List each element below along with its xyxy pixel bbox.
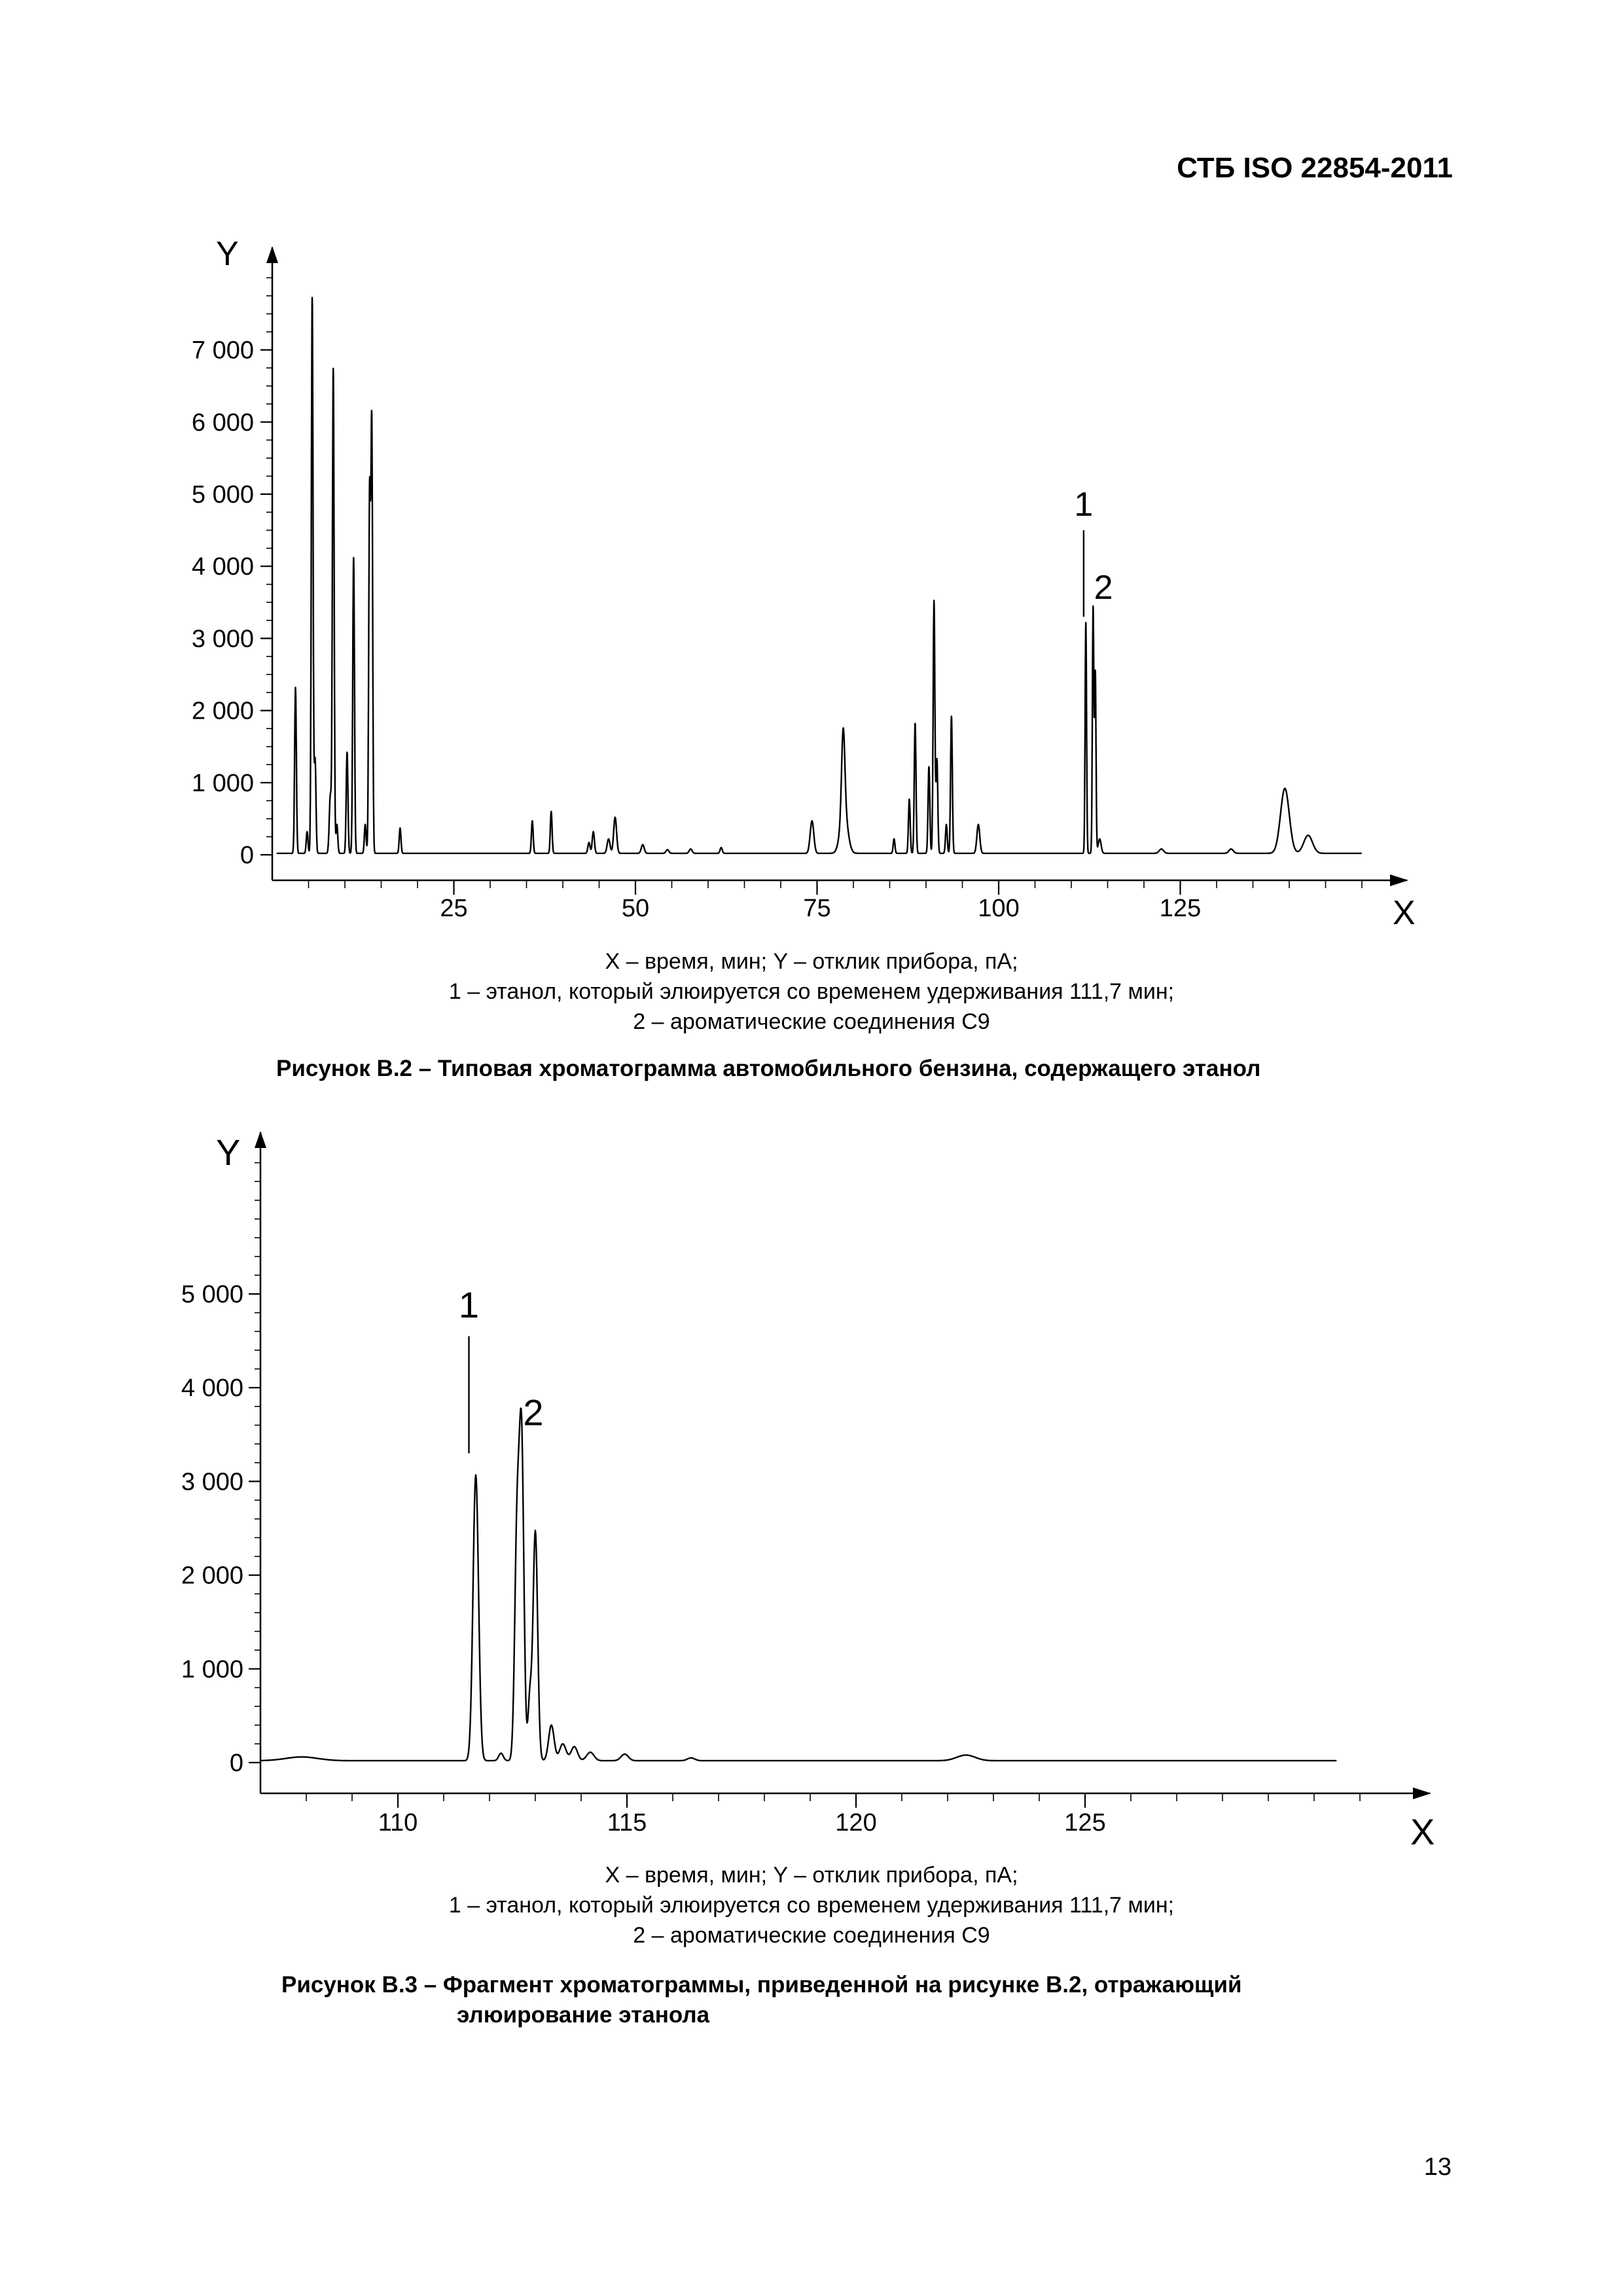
x-tick-label: 100 [978,895,1020,922]
y-tick-label: 2 000 [181,1562,243,1590]
legend-line-aromatics: 2 – ароматические соединения С9 [633,1009,990,1034]
y-axis-arrow [255,1131,266,1148]
chromatogram-trace [260,1408,1336,1761]
y-tick-label: 1 000 [191,769,254,797]
y-tick-label: 3 000 [181,1468,243,1496]
x-tick-label: 125 [1064,1809,1106,1837]
x-axis-label: X [1393,894,1416,932]
y-tick-label: 7 000 [191,336,254,365]
peak-annotation-label: 2 [523,1391,544,1433]
x-tick-label: 75 [803,895,831,922]
peak-annotation-label: 2 [1094,568,1113,607]
y-tick-label: 5 000 [181,1281,243,1308]
y-tick-label: 5 000 [191,481,254,509]
figure-b3-title-line-2: элюирование этанола [457,2002,710,2028]
legend-line-axes: X – время, мин; Y – отклик прибора, пА; [605,1863,1018,1888]
y-tick-label: 3 000 [191,625,254,653]
legend-line-axes: X – время, мин; Y – отклик прибора, пА; [605,949,1018,974]
x-tick-label: 25 [440,895,468,922]
figure-b3-title-line-1: Рисунок В.3 – Фрагмент хроматограммы, приведенной на рисунке В.2, отражающий [281,1972,1242,1998]
y-axis-label: Y [216,1132,241,1173]
x-axis-arrow [1413,1787,1431,1799]
y-tick-label: 4 000 [181,1374,243,1403]
figure-b3-title [281,1970,1242,2030]
legend-line-ethanol: 1 – этанол, который элюируется со временем удерживания 111,7 мин; [448,979,1175,1004]
peak-annotation-label: 1 [458,1283,480,1325]
y-tick-label: 4 000 [191,553,254,581]
y-tick-label: 6 000 [191,408,254,437]
page-number: 13 [1423,2153,1452,2181]
x-tick-label: 120 [835,1809,877,1837]
x-tick-label: 50 [621,895,650,922]
figure-b3-legend [0,1860,1623,1950]
y-tick-label: 0 [240,842,254,869]
document-id: СТБ ISO 22854-2011 [1177,152,1453,184]
x-tick-label: 110 [378,1809,418,1837]
legend-line-ethanol: 1 – этанол, который элюируется со временем удерживания 111,7 мин; [448,1893,1175,1918]
legend-line-aromatics: 2 – ароматические соединения С9 [633,1923,990,1948]
x-axis-label: X [1410,1811,1435,1852]
figure-b2-title: Рисунок В.2 – Типовая хроматограмма автомобильного бензина, содержащего этанол [276,1056,1261,1081]
y-tick-label: 0 [229,1749,243,1777]
y-tick-label: 1 000 [181,1655,243,1683]
peak-annotation-label: 1 [1074,486,1094,524]
x-tick-label: 125 [1159,895,1202,922]
y-tick-label: 2 000 [191,697,254,725]
y-axis-label: Y [216,235,239,273]
x-tick-label: 115 [607,1809,647,1837]
